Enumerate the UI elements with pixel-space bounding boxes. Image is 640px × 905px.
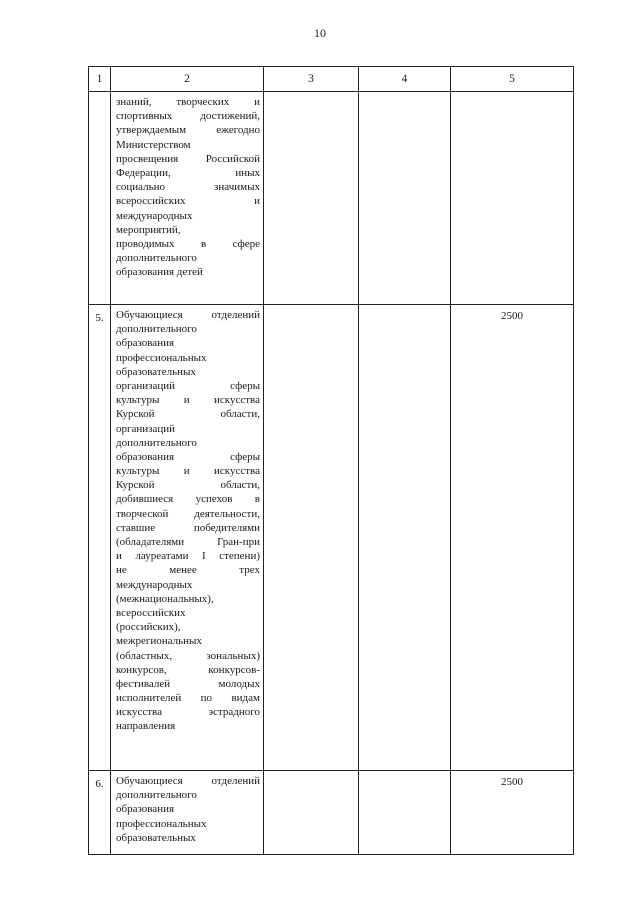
description-line: спортивных достижений, <box>116 110 260 123</box>
description-line: мероприятий, <box>116 223 181 236</box>
description-line: конкурсов, конкурсов- <box>116 663 260 676</box>
description-line: социально значимых <box>116 181 260 194</box>
document-table <box>88 66 574 855</box>
description-line: профессиональных <box>116 351 207 364</box>
description-line: ставшие победителями <box>116 521 260 534</box>
col3-cell <box>264 92 359 305</box>
description-line: образовательных <box>116 831 196 844</box>
description-line: Министерством <box>116 138 191 151</box>
row-number-cell <box>89 92 111 305</box>
description-cell <box>111 305 264 771</box>
description-line: Обучающиеся отделений <box>116 309 260 321</box>
description-line: искусства эстрадного <box>116 706 260 719</box>
table-row <box>89 771 574 855</box>
description-line: дополнительного <box>116 323 197 336</box>
description-line: культуры и искусства <box>116 394 260 407</box>
amount-cell: 2500 <box>451 771 574 855</box>
description-line: творческой деятельности, <box>116 507 260 520</box>
description-line: направления <box>116 720 176 733</box>
description-line: международных <box>116 578 193 591</box>
row-number-cell: 6. <box>89 771 111 855</box>
description-line: (обладателями Гран-при <box>116 536 260 548</box>
header-cell-4: 4 <box>359 67 451 92</box>
row-number-cell: 5. <box>89 305 111 771</box>
description-cell <box>111 92 264 305</box>
col3-cell <box>264 771 359 855</box>
table-row <box>89 92 574 305</box>
description-line: фестивалей молодых <box>116 677 260 690</box>
table-header-row <box>89 67 574 92</box>
col4-cell <box>359 771 451 855</box>
description-line: образования <box>116 803 175 816</box>
description-line: всероссийских и <box>116 195 260 208</box>
amount-cell: 2500 <box>451 305 574 771</box>
header-cell-5: 5 <box>451 67 574 92</box>
description-line: международных <box>116 209 193 222</box>
col3-cell <box>264 305 359 771</box>
description-line: Федерации, иных <box>116 166 260 179</box>
col4-cell <box>359 305 451 771</box>
description-line: Курской области, <box>116 479 260 492</box>
description-line: добившиеся успехов в <box>116 493 260 506</box>
description-line: образования сферы <box>116 450 260 463</box>
description-line: и лауреатами I степени) <box>116 550 260 563</box>
description-line: всероссийских <box>116 606 186 619</box>
description-line: Обучающиеся отделений <box>116 775 260 787</box>
description-line: организаций сферы <box>116 379 260 392</box>
description-line: образовательных <box>116 365 196 378</box>
description-line: профессиональных <box>116 817 207 830</box>
description-line: дополнительного <box>116 436 197 449</box>
amount-cell <box>451 92 574 305</box>
description-line: (российских), <box>116 621 181 634</box>
header-cell-3: 3 <box>264 67 359 92</box>
description-line: дополнительного <box>116 252 197 265</box>
description-line: Курской области, <box>116 408 260 421</box>
description-line: межрегиональных <box>116 635 202 648</box>
description-line: (межнациональных), <box>116 592 214 605</box>
col4-cell <box>359 92 451 305</box>
header-cell-1: 1 <box>89 67 111 92</box>
description-line: организаций <box>116 422 176 435</box>
description-cell <box>111 771 264 855</box>
description-line: культуры и искусства <box>116 465 260 478</box>
description-line: образования детей <box>116 266 203 279</box>
description-line: (областных, зональных) <box>116 649 260 662</box>
header-cell-2: 2 <box>111 67 264 92</box>
page-number: 10 <box>314 26 326 40</box>
table-row <box>89 305 574 771</box>
description-line: просвещения Российской <box>116 152 260 165</box>
description-line: исполнителей по видам <box>116 692 260 705</box>
description-line: знаний, творческих и <box>116 96 260 108</box>
description-line: образования <box>116 337 175 350</box>
description-line: проводимых в сфере <box>116 237 260 250</box>
description-line: утверждаемым ежегодно <box>116 124 260 137</box>
description-line: не менее трех <box>116 564 260 577</box>
description-line: дополнительного <box>116 789 197 802</box>
